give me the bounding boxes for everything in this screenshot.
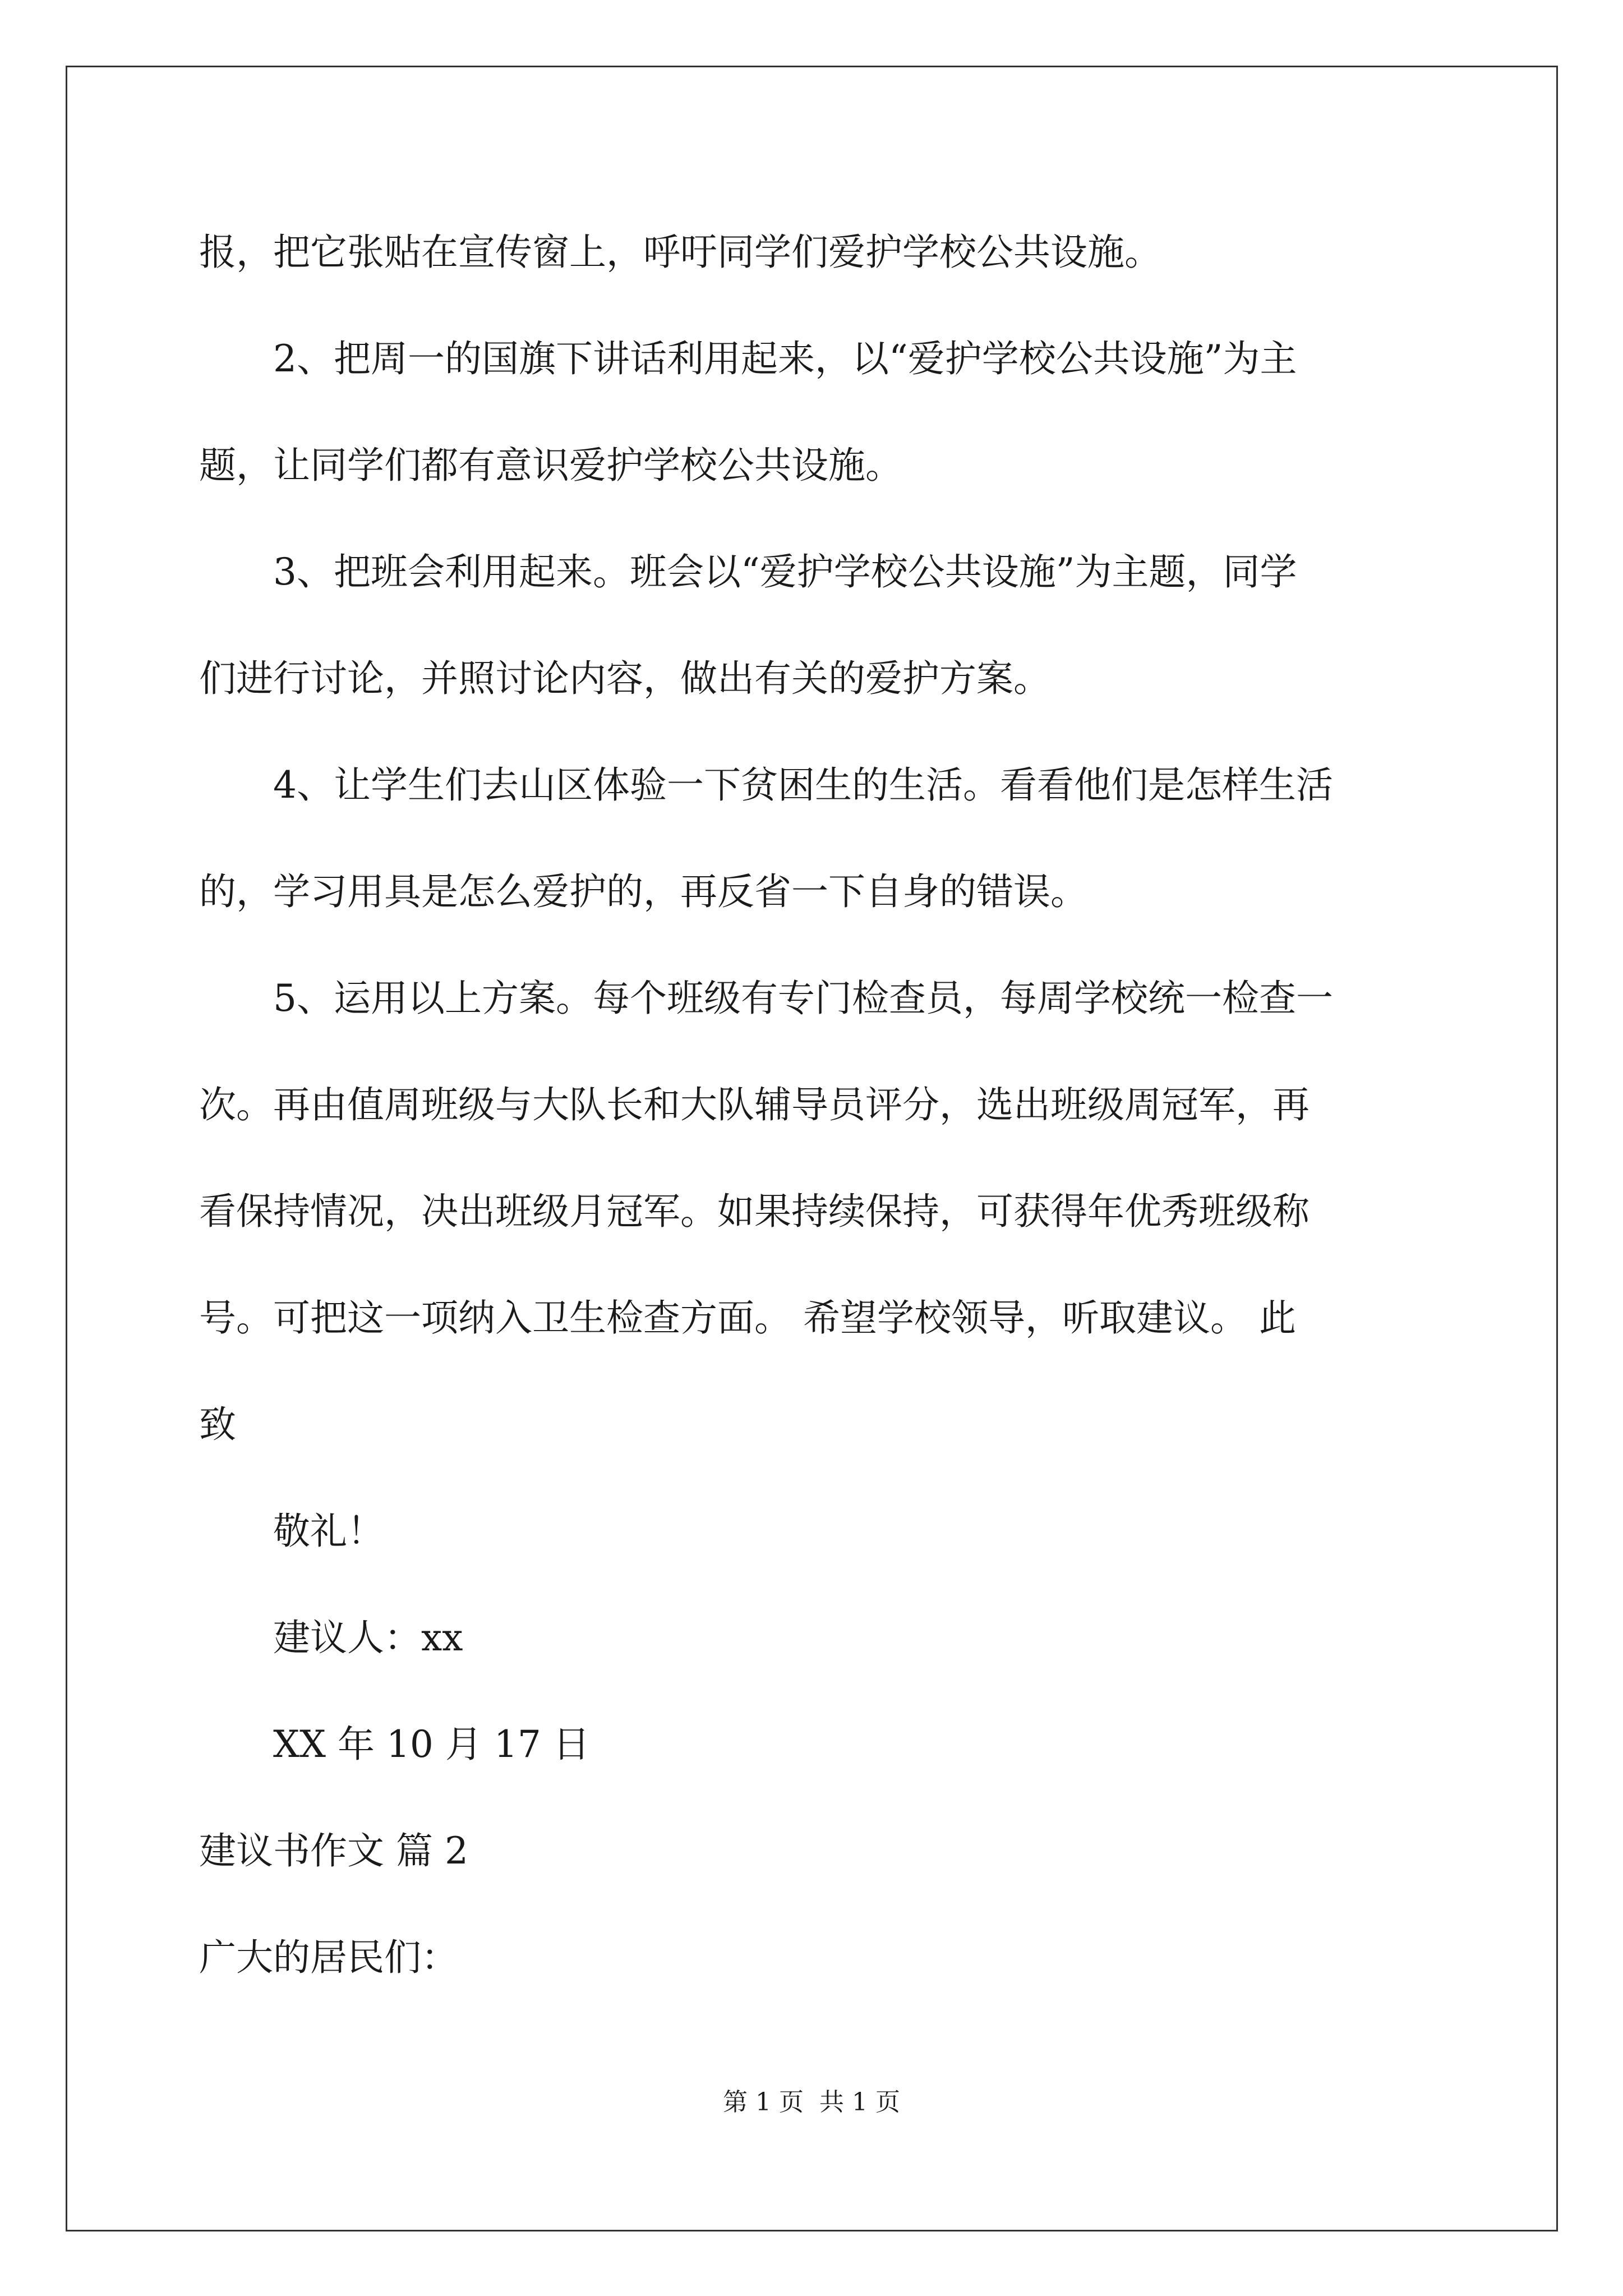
date-line: XX 年 10 月 17 日 (199, 1723, 590, 1766)
addressee-line: 广大的居民们： (199, 1936, 458, 1979)
body-line-9: 次。再由值周班级与大队长和大队辅导员评分，选出班级周冠军，再 (199, 1083, 1310, 1126)
page-footer: 第 1 页 共 1 页 (723, 2088, 900, 2116)
body-line-5: 们进行讨论，并照讨论内容，做出有关的爱护方案。 (199, 657, 1050, 700)
closing-salutation: 敬礼！ (199, 1510, 384, 1553)
signature-line: 建议人：xx (199, 1616, 463, 1659)
body-line-12: 致 (199, 1403, 236, 1446)
body-line-8: 5、运用以上方案。每个班级有专门检查员，每周学校统一检查一 (199, 977, 1333, 1020)
body-line-6: 4、让学生们去山区体验一下贫困生的生活。看看他们是怎样生活 (199, 763, 1333, 807)
body-line-3: 题，让同学们都有意识爱护学校公共设施。 (199, 444, 902, 487)
section-heading: 建议书作文 篇 2 (199, 1829, 468, 1872)
body-line-4: 3、把班会利用起来。班会以“爱护学校公共设施”为主题，同学 (199, 550, 1297, 593)
body-line-11: 号。可把这一项纳入卫生检查方面。 希望学校领导，听取建议。 此 (199, 1296, 1296, 1340)
body-line-1: 报，把它张贴在宣传窗上，呼吁同学们爱护学校公共设施。 (199, 231, 1161, 274)
body-line-7: 的，学习用具是怎么爱护的，再反省一下自身的错误。 (199, 870, 1087, 913)
body-line-2: 2、把周一的国旗下讲话利用起来，以“爱护学校公共设施”为主 (199, 337, 1297, 380)
body-line-10: 看保持情况，决出班级月冠军。如果持续保持，可获得年优秀班级称 (199, 1190, 1310, 1233)
